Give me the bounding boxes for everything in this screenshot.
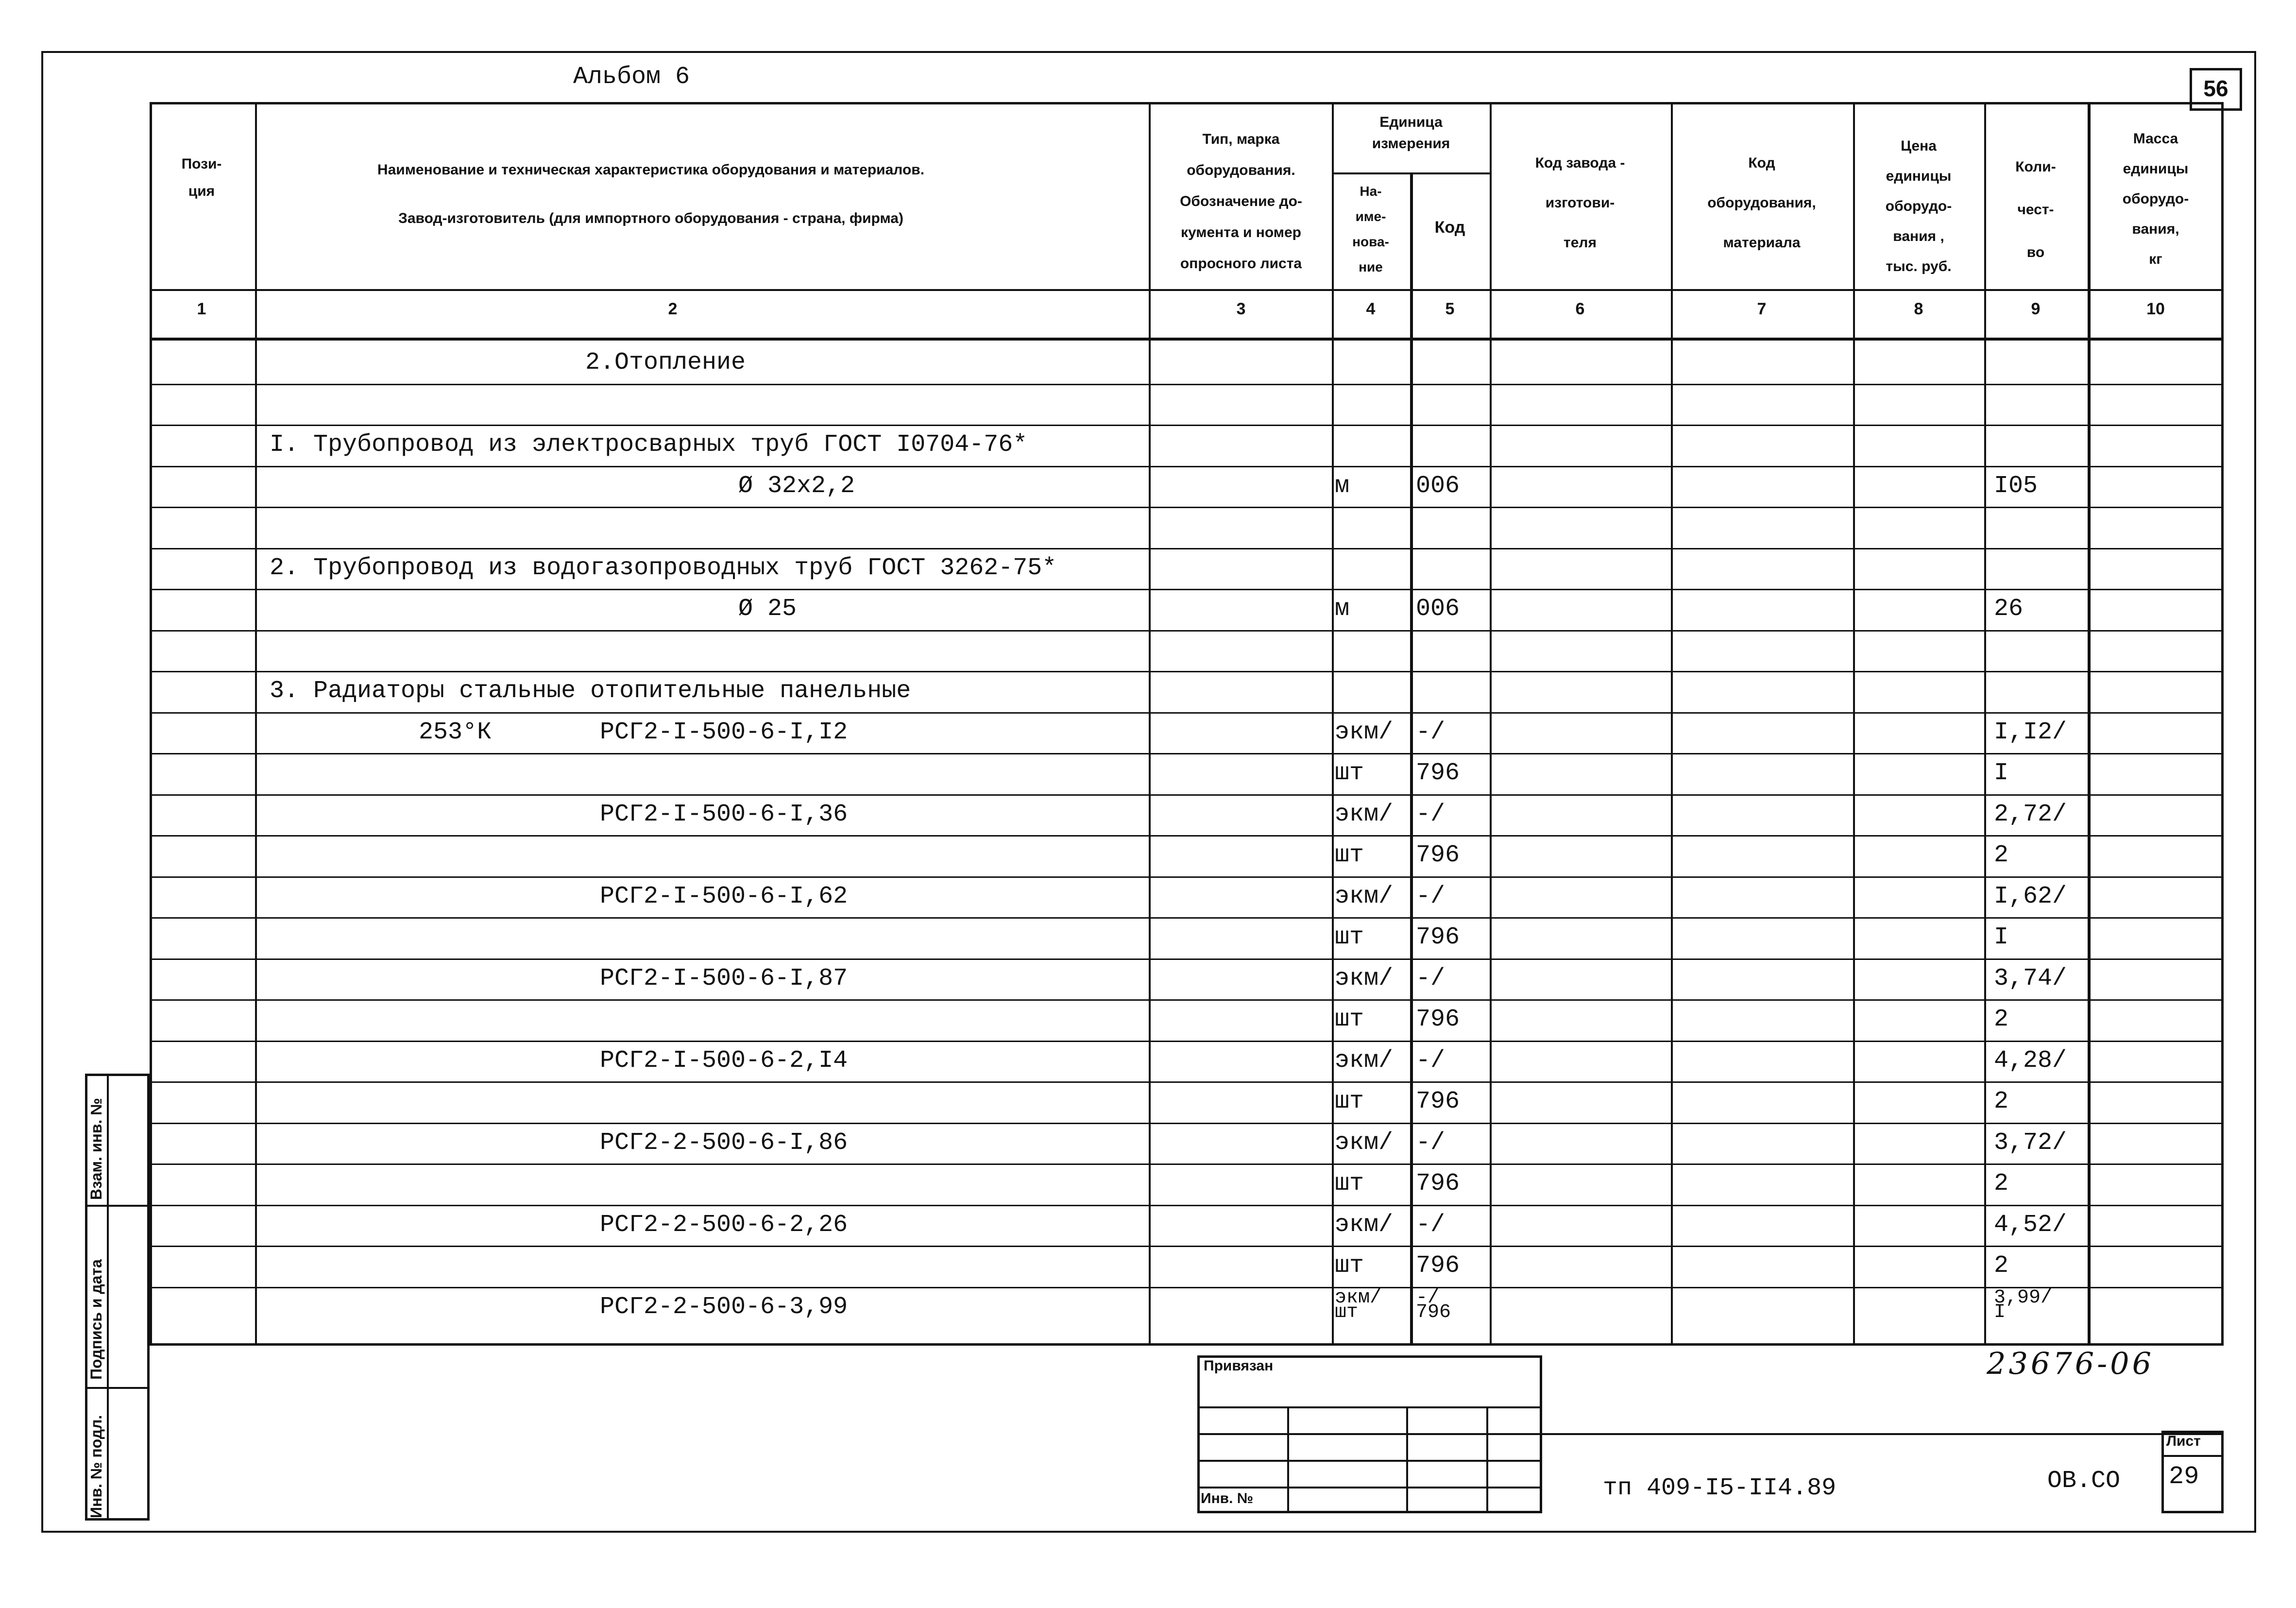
row-name: РСГ2-I-500-6-2,I4 — [600, 1046, 848, 1075]
row-code: 796 — [1416, 841, 1460, 869]
row-code: -/ — [1416, 1046, 1446, 1075]
header-col1: Пози- ция — [181, 156, 222, 199]
title-block-top — [1542, 1433, 2224, 1435]
row-unit: экм/ — [1335, 1211, 1394, 1239]
colnum-1: 1 — [197, 300, 206, 318]
side-strip-divider — [107, 1074, 109, 1521]
row-qty: I — [1994, 924, 2009, 951]
header-col7: Код оборудования, материала — [1707, 155, 1816, 251]
row-divider — [150, 589, 2224, 590]
row-name: 3. Радиаторы стальные отопительные панельные — [270, 677, 911, 705]
col-divider-5 — [1490, 102, 1492, 1346]
row-unit: м — [1335, 472, 1350, 500]
row-unit: шт — [1335, 1006, 1364, 1033]
row-unit: шт — [1335, 841, 1364, 869]
row-code: 796 — [1416, 1088, 1460, 1115]
page-number: 56 — [2203, 76, 2228, 101]
row-unit: экм/ — [1335, 800, 1394, 828]
header-col6: Код завода - изготови- теля — [1535, 155, 1625, 251]
header-col9: Коли- чест- во — [2015, 159, 2056, 260]
row-name: РСГ2-2-500-6-2,26 — [600, 1211, 848, 1239]
sheet-number: 29 — [2169, 1462, 2199, 1491]
row-divider — [150, 384, 2224, 385]
row-divider — [150, 548, 2224, 549]
row-name: РСГ2-2-500-6-I,86 — [600, 1129, 848, 1157]
colnum-5: 5 — [1445, 300, 1455, 318]
row-code: 796 — [1416, 1170, 1460, 1197]
colnum-8: 8 — [1914, 300, 1923, 318]
colnum-2: 2 — [668, 300, 678, 318]
row-qty: 3,74/ — [1994, 964, 2067, 992]
row-name: РСГ2-I-500-6-I,I2 — [600, 718, 848, 746]
row-divider — [150, 630, 2224, 632]
row-unit: экм/ шт — [1335, 1286, 1382, 1323]
row-qty: 3,72/ — [1994, 1129, 2067, 1157]
side-strip-line-2 — [85, 1387, 150, 1389]
row-code: 796 — [1416, 1252, 1460, 1280]
row-divider — [150, 671, 2224, 672]
row-unit: шт — [1335, 759, 1364, 787]
colnum-6: 6 — [1575, 300, 1585, 318]
stamp-line-2 — [1197, 1433, 1542, 1435]
row-qty: I,I2/ — [1994, 718, 2067, 746]
row-qty: 2 — [1994, 841, 2009, 869]
row-divider — [150, 835, 2224, 837]
doc-code: тп 409-I5-II4.89 — [1603, 1474, 1837, 1502]
row-unit: экм/ — [1335, 718, 1394, 746]
side-label-vzam: Взам. инв. № — [87, 1098, 105, 1200]
row-code: -/ — [1416, 800, 1446, 828]
col-divider-8 — [1984, 102, 1986, 1346]
row-unit: экм/ — [1335, 964, 1394, 992]
row-qty: 2 — [1994, 1006, 2009, 1033]
row-divider — [150, 466, 2224, 467]
row-qty: 2 — [1994, 1170, 2009, 1197]
sheet-label: Лист — [2166, 1433, 2201, 1449]
side-strip-line-1 — [85, 1205, 150, 1207]
row-name: 2.Отопление — [585, 349, 746, 376]
colnum-bottom-line — [150, 338, 2224, 341]
col-divider-4 — [1410, 172, 1413, 1346]
colnum-7: 7 — [1757, 300, 1767, 318]
row-qty: 2 — [1994, 1252, 2009, 1280]
row-divider — [150, 712, 2224, 714]
row-unit: экм/ — [1335, 1046, 1394, 1075]
row-divider — [150, 999, 2224, 1001]
row-unit: экм/ — [1335, 882, 1394, 910]
row-unit: шт — [1335, 1252, 1364, 1280]
header-col2: Наименование и техническая характеристика оборудования и материалов. Завод-изготовитель (для импортного оборудования - страна, фирма) — [377, 162, 925, 226]
stamp-line-3 — [1197, 1460, 1542, 1462]
row-qty: I05 — [1994, 472, 2038, 500]
row-divider — [150, 1287, 2224, 1288]
row-code: -/ — [1416, 1129, 1446, 1157]
row-code: 796 — [1416, 924, 1460, 951]
row-code: -/ — [1416, 964, 1446, 992]
header-unit-group: Единица измерения — [1372, 114, 1450, 152]
header-col5: Код — [1434, 218, 1465, 237]
row-name: РСГ2-2-500-6-3,99 — [600, 1293, 848, 1321]
row-unit: шт — [1335, 924, 1364, 951]
row-code: 006 — [1416, 472, 1460, 500]
col-divider-9 — [2088, 102, 2091, 1346]
row-code: -/ — [1416, 882, 1446, 910]
handwritten-number: 23676-06 — [1987, 1346, 2155, 1381]
row-code: 796 — [1416, 1006, 1460, 1033]
side-label-podpis: Подпись и дата — [87, 1259, 105, 1380]
row-code: -/ 796 — [1416, 1286, 1451, 1323]
row-qty: 2,72/ — [1994, 800, 2067, 828]
sheet-box-divider — [2161, 1455, 2224, 1457]
colnum-10: 10 — [2146, 300, 2165, 318]
stamp-vline-2 — [1406, 1406, 1408, 1513]
header-col3: Тип, марка оборудования. Обозначение до- кумента и номер опросного листа — [1180, 131, 1302, 272]
row-divider — [150, 1081, 2224, 1083]
album-title: Альбом 6 — [573, 63, 690, 91]
row-unit: шт — [1335, 1088, 1364, 1115]
row-qty: 3,99/ I — [1994, 1286, 2053, 1323]
row-name: РСГ2-I-500-6-I,62 — [600, 882, 848, 910]
row-qty: I,62/ — [1994, 882, 2067, 910]
colnum-4: 4 — [1366, 300, 1376, 318]
row-divider — [150, 507, 2224, 508]
row-name: РСГ2-I-500-6-I,36 — [600, 800, 848, 828]
col-divider-2 — [1149, 102, 1151, 1346]
row-divider — [150, 1246, 2224, 1247]
header-col10: Масса единицы оборудо- вания, кг — [2122, 131, 2189, 267]
row-unit: экм/ — [1335, 1129, 1394, 1157]
row-prefix: 253°К — [419, 718, 492, 746]
col-divider-1 — [255, 102, 257, 1346]
row-qty: 4,52/ — [1994, 1211, 2067, 1239]
row-code: 796 — [1416, 759, 1460, 787]
stamp-line-1 — [1197, 1406, 1542, 1408]
privyazan-label: Привязан — [1204, 1358, 1274, 1374]
row-unit: м — [1335, 595, 1350, 623]
row-divider — [150, 958, 2224, 960]
row-divider — [150, 1163, 2224, 1165]
inv-no-label: Инв. № — [1201, 1490, 1254, 1506]
row-qty: 26 — [1994, 595, 2024, 623]
header-bottom-line — [150, 289, 2224, 291]
colnum-3: 3 — [1236, 300, 1246, 318]
row-qty: I — [1994, 759, 2009, 787]
stamp-vline-3 — [1486, 1406, 1488, 1513]
side-label-inv: Инв. № подл. — [87, 1415, 105, 1518]
row-divider — [150, 917, 2224, 919]
colnum-9: 9 — [2031, 300, 2041, 318]
row-divider — [150, 753, 2224, 754]
stamp-line-4 — [1197, 1487, 1542, 1488]
row-divider — [150, 1123, 2224, 1124]
header-col4: На- име- нова- ние — [1352, 184, 1389, 274]
stamp-vline-1 — [1287, 1406, 1289, 1513]
row-divider — [150, 1041, 2224, 1042]
row-divider — [150, 425, 2224, 426]
header-col8: Цена единицы оборудо- вания , тыс. руб. — [1885, 138, 1952, 274]
row-code: -/ — [1416, 1211, 1446, 1239]
row-name: РСГ2-I-500-6-I,87 — [600, 964, 848, 992]
row-qty: 4,28/ — [1994, 1046, 2067, 1075]
row-name: Ø 32x2,2 — [738, 472, 855, 500]
col-divider-3 — [1332, 102, 1334, 1346]
row-unit: шт — [1335, 1170, 1364, 1197]
row-qty: 2 — [1994, 1088, 2009, 1115]
col-divider-7 — [1853, 102, 1855, 1346]
col-divider-6 — [1671, 102, 1673, 1346]
row-divider — [150, 794, 2224, 796]
row-name: Ø 25 — [738, 595, 797, 623]
row-code: -/ — [1416, 718, 1446, 746]
row-name: I. Трубопровод из электросварных труб ГОСТ I0704-76* — [270, 431, 1028, 459]
row-divider — [150, 876, 2224, 878]
row-code: 006 — [1416, 595, 1460, 623]
section-code: ОВ.СО — [2047, 1467, 2121, 1495]
row-name: 2. Трубопровод из водогазопроводных труб ГОСТ 3262-75* — [270, 554, 1057, 582]
row-divider — [150, 1205, 2224, 1206]
